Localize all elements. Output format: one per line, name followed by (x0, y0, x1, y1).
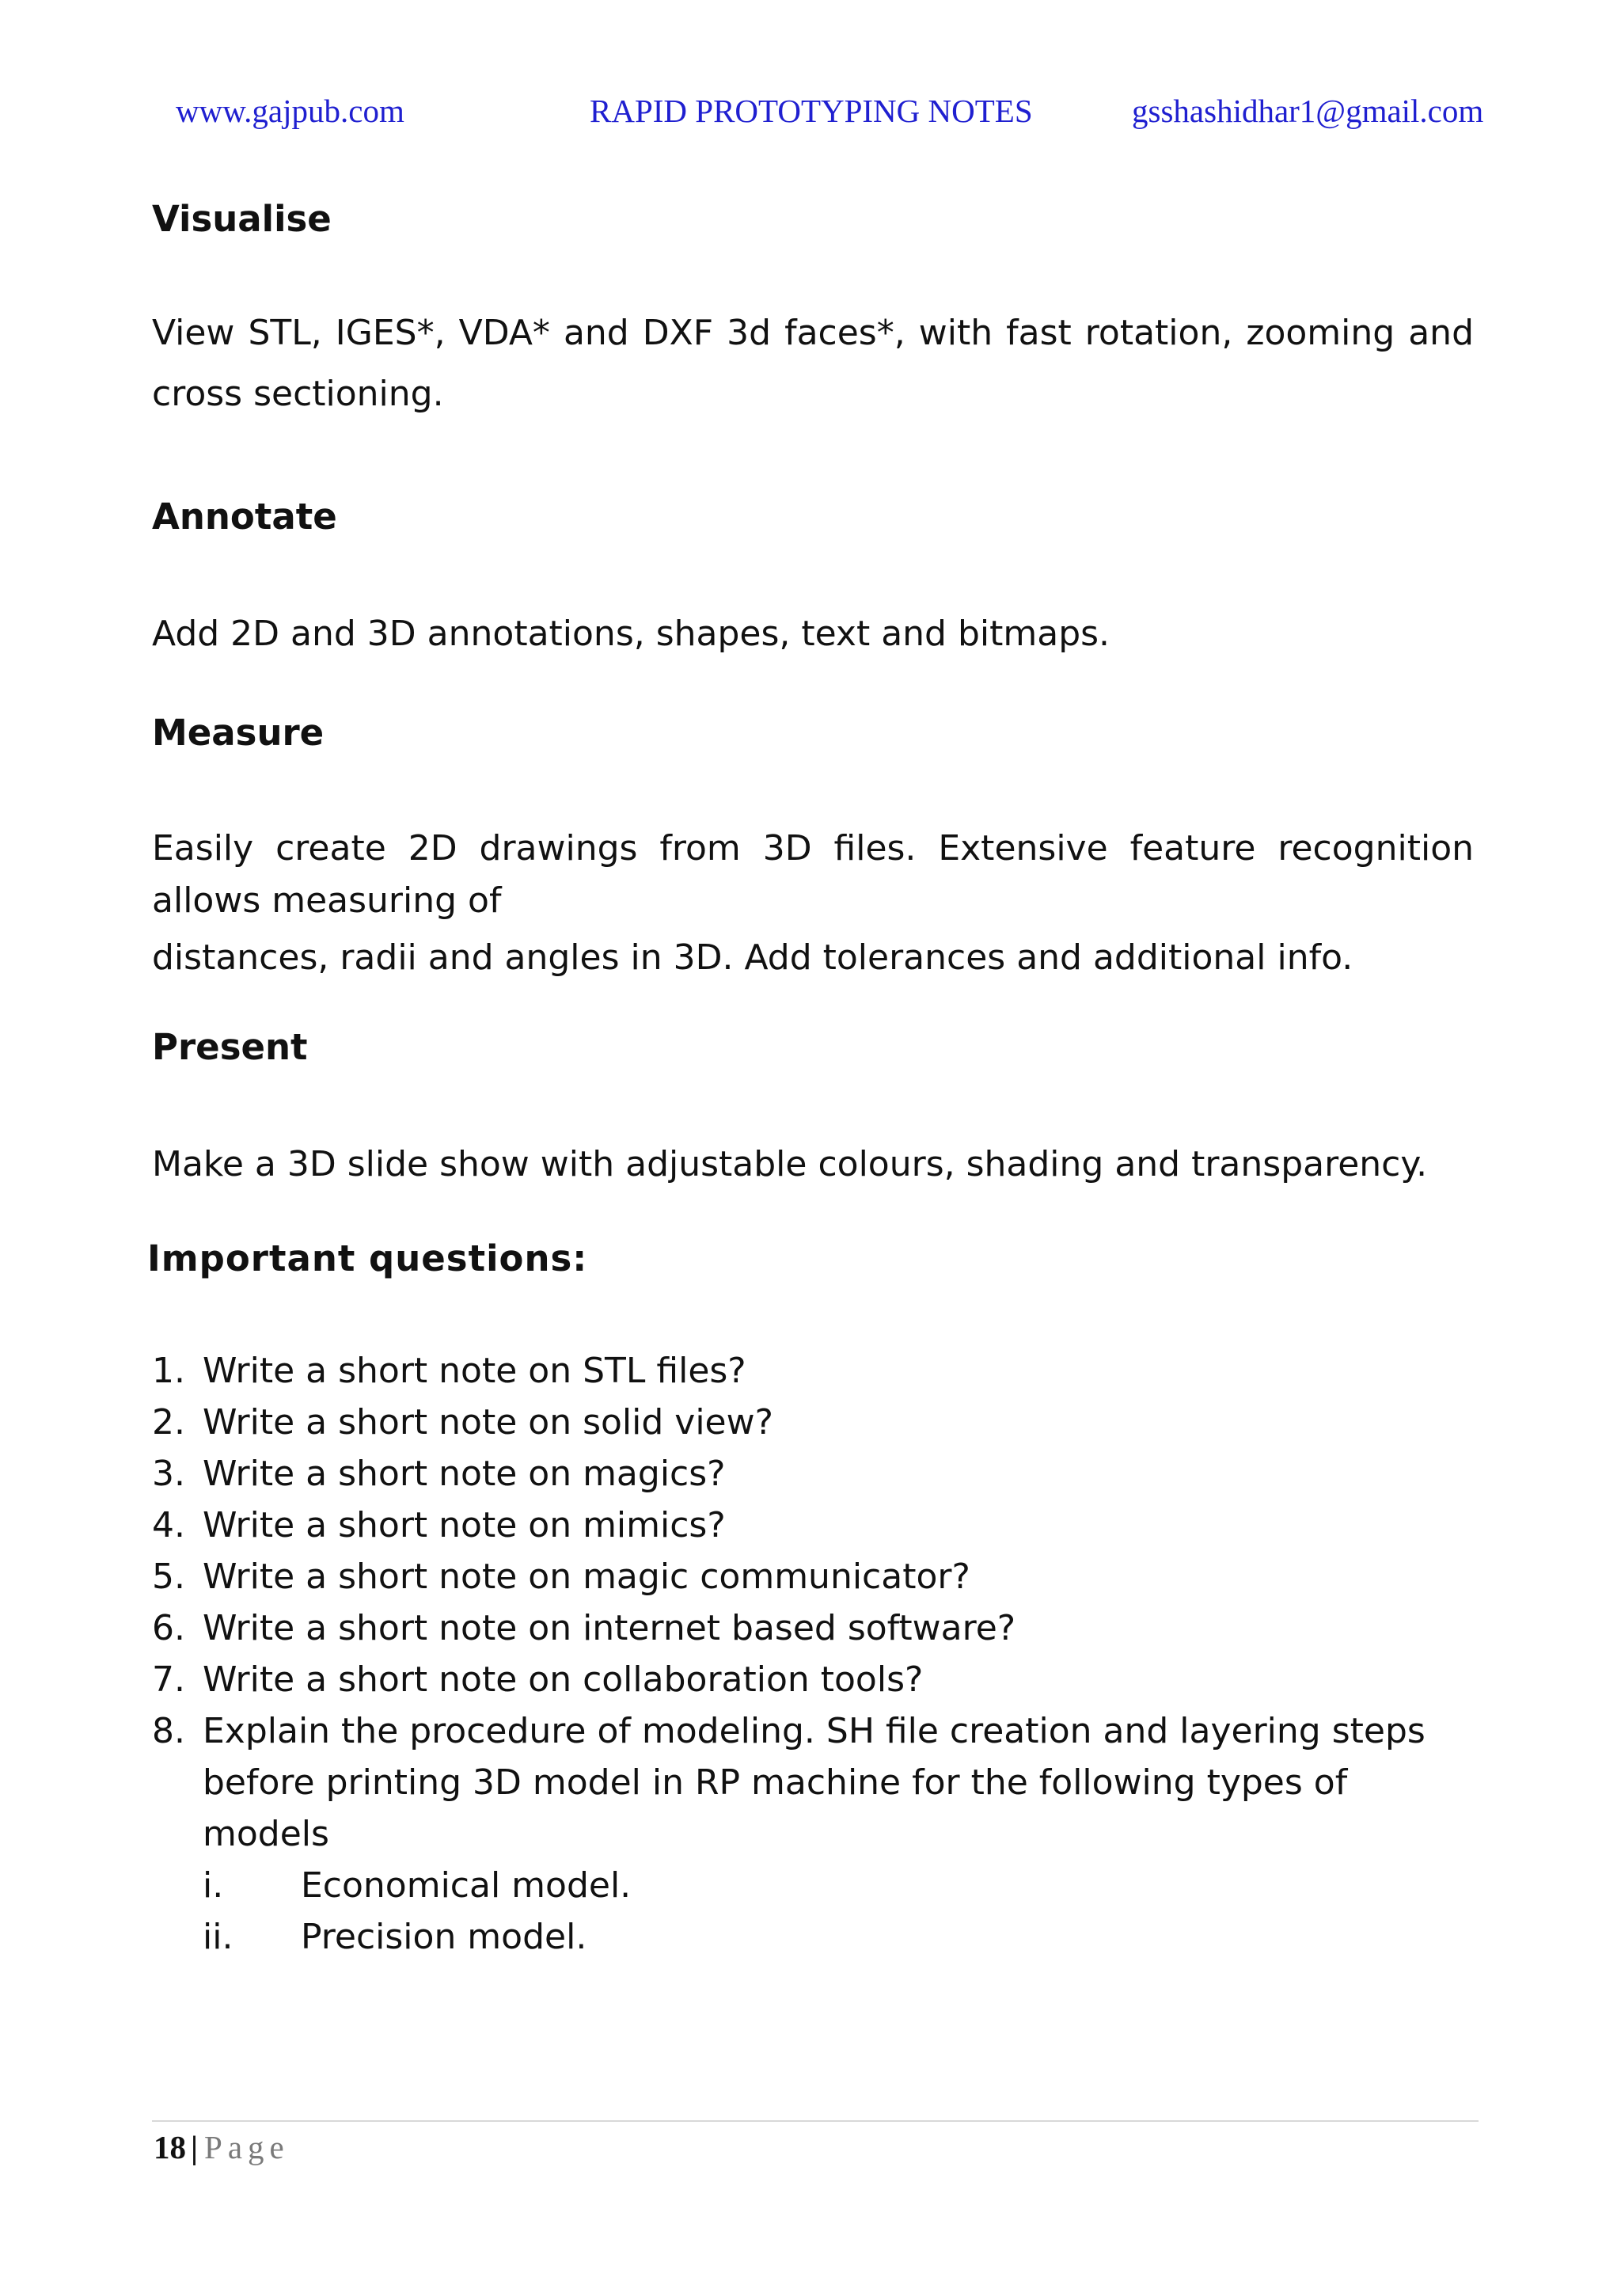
section-heading-measure: Measure (152, 712, 325, 754)
list-item-text: Explain the procedure of modeling. SH file creation and layering steps before printing 3D model in RP machine for the following types of models (203, 1711, 1425, 1854)
sub-list-item (203, 1860, 1474, 1911)
list-item-text: Write a short note on magic communicator? (203, 1557, 970, 1597)
list-item-number: 8. (152, 1711, 185, 1751)
list-item-number: 6. (152, 1608, 185, 1648)
footer-divider (152, 2120, 1479, 2122)
list-item (152, 1654, 1474, 1705)
list-item (152, 1602, 1474, 1654)
header-email-link[interactable]: gsshashidhar1@gmail.com (1132, 93, 1484, 129)
sub-list-item-number: ii. (203, 1917, 233, 1957)
page-label: Page (204, 2129, 290, 2165)
list-item-number: 3. (152, 1454, 185, 1494)
list-item-number: 5. (152, 1557, 185, 1597)
list-item-text: Write a short note on STL files? (203, 1351, 746, 1391)
list-item (152, 1500, 1474, 1551)
list-item-text: Write a short note on internet based software? (203, 1608, 1016, 1648)
list-item (152, 1345, 1474, 1397)
sub-list-item-text: Economical model. (301, 1865, 632, 1906)
questions-list (152, 1345, 1474, 1963)
sub-list (203, 1860, 1474, 1963)
section-text-measure-2: distances, radii and angles in 3D. Add tolerances and additional info. (152, 937, 1353, 978)
page-number: 18 (154, 2129, 186, 2165)
section-heading-visualise: Visualise (152, 198, 332, 240)
list-item-text: Write a short note on magics? (203, 1454, 726, 1494)
section-text-measure-1: Easily create 2D drawings from 3D files. Extensive feature recognition allows measuring of (152, 828, 1474, 921)
page-content (147, 190, 1474, 1963)
list-item (152, 1448, 1474, 1500)
page-footer (154, 2128, 290, 2166)
list-item-number: 4. (152, 1505, 185, 1545)
list-item (152, 1551, 1474, 1602)
list-item-number: 1. (152, 1351, 185, 1391)
sub-list-item-number: i. (203, 1865, 224, 1906)
section-heading-annotate: Annotate (152, 496, 337, 538)
sub-list-item (203, 1911, 1474, 1963)
section-heading-present: Present (152, 1026, 308, 1068)
section-text-annotate: Add 2D and 3D annotations, shapes, text and bitmaps. (152, 614, 1110, 654)
header-document-title: RAPID PROTOTYPING NOTES (590, 93, 1033, 129)
questions-heading: Important questions: (147, 1237, 588, 1279)
list-item (152, 1705, 1474, 1963)
list-item (152, 1397, 1474, 1448)
footer-separator: | (191, 2129, 199, 2165)
section-text-visualise: View STL, IGES*, VDA* and DXF 3d faces*, with fast rotation, zooming and cross sectioning. (152, 313, 1474, 414)
section-text-present: Make a 3D slide show with adjustable colours, shading and transparency. (152, 1144, 1428, 1184)
list-item-number: 2. (152, 1402, 185, 1443)
list-item-text: Write a short note on collaboration tools? (203, 1659, 924, 1700)
list-item-text: Write a short note on solid view? (203, 1402, 773, 1443)
header-website-link[interactable]: www.gajpub.com (176, 93, 404, 129)
list-item-number: 7. (152, 1659, 185, 1700)
list-item-text: Write a short note on mimics? (203, 1505, 726, 1545)
sub-list-item-text: Precision model. (301, 1917, 587, 1957)
